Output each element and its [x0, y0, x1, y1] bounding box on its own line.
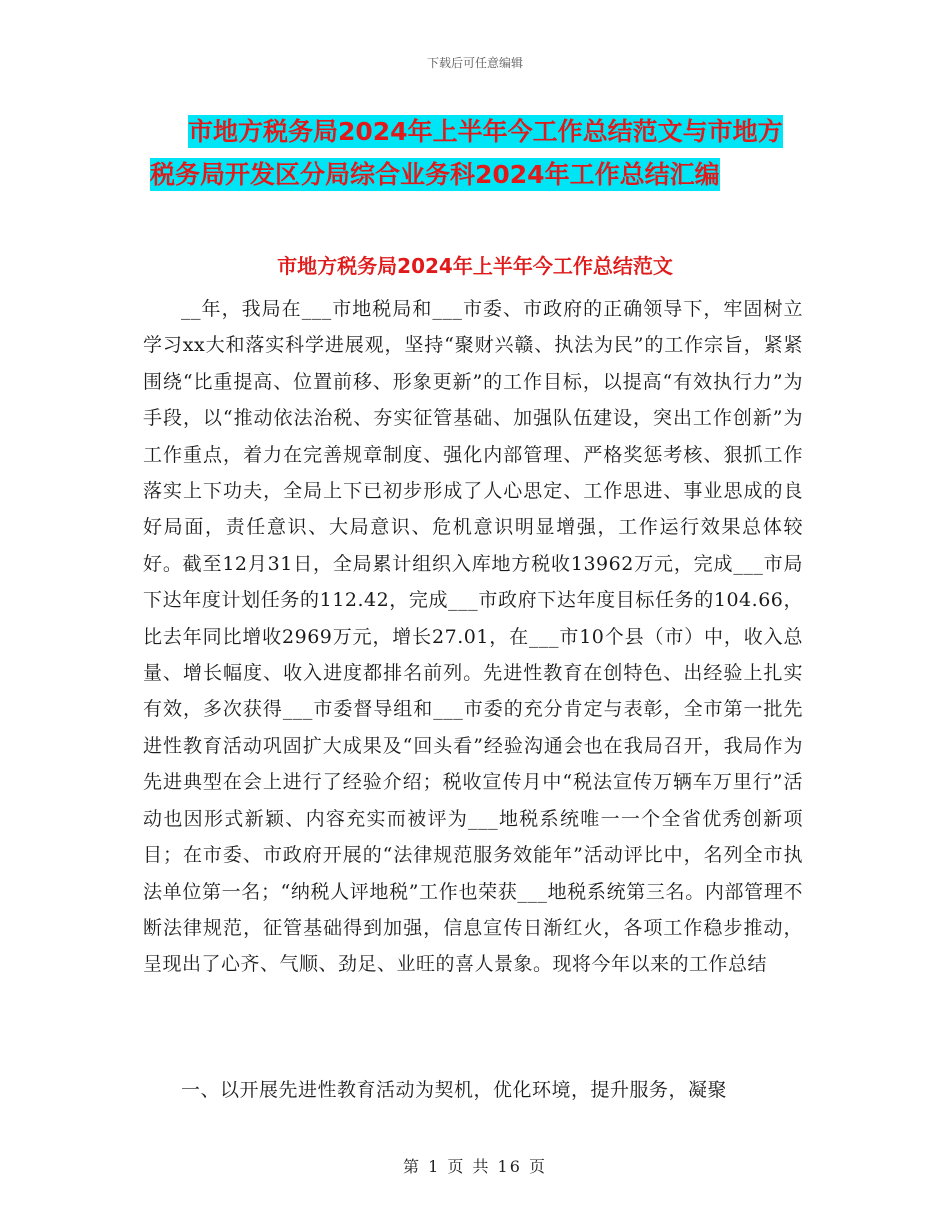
body-paragraph: __年，我局在___市地税局和___市委、市政府的正确领导下，牢固树立学习xx大和落实科学进展观，坚持“聚财兴赣、执法为民”的工作宗旨，紧紧围绕“比重提高、位置前移、形象更新”的工作目标，以提高“有效执行力”为手段，以“推动依法治税、夯实征管基础、加强队伍建设，突出工作创新”为工作重点，着力在完善规章制度、强化内部管理、严格奖惩考核、狠抓工作落实上下功夫，全局上下已初步形成了人心思定、工作思进、事业思成的良好局面，责任意识、大局意识、危机意识明显增强，工作运行效果总体较好。截至12月31日，全局累计组织入库地方税收13962万元，完成___市局下达年度计划任务的112.42，完成___市政府下达年度目标任务的104.66，比去年同比增收2969万元，增长27.01，在___市10个县（市）中，收入总量、增长幅度、收入进度都排名前列。先进性教育在创特色、出经验上扎实有效，多次获得___市委督导组和___市委的充分肯定与表彰，全市第一批先进性教育活动巩固扩大成果及“回头看”经验沟通会也在我局召开，我局作为先进典型在会上进行了经验介绍；税收宣传月中“税法宣传万辆车万里行”活动也因形式新颖、内容充实而被评为___地税系统唯一一个全省优秀创新项目；在市委、市政府开展的“法律规范服务效能年”活动评比中，名列全市执法单位第一名；“纳税人评地税”工作也荣获___地税系统第三名。内部管理不断法律规范，征管基础得到加强，信息宣传日渐红火，各项工作稳步推动，呈现出了心齐、气顺、劲足、业旺的喜人景象。现将今年以来的工作总结: [143, 298, 803, 976]
main-title-line-1: [150, 110, 830, 153]
document-main-title: [150, 110, 830, 196]
page-footer-number: 第 1 页 共 16 页: [403, 1157, 547, 1176]
point-one-heading: 一、以开展先进性教育活动为契机，优化环境，提升服务，凝聚: [181, 1079, 728, 1101]
main-title-line-1-text: 市地方税务局2024年上半年今工作总结范文与市地方: [188, 117, 783, 146]
main-title-line-2-text: 税务局开发区分局综合业务科2024年工作总结汇编: [150, 160, 720, 189]
page-header-note: 下载后可任意编辑: [426, 56, 523, 70]
section-title: 市地方税务局2024年上半年今工作总结范文: [277, 254, 673, 278]
main-title-line-2: [150, 153, 830, 196]
